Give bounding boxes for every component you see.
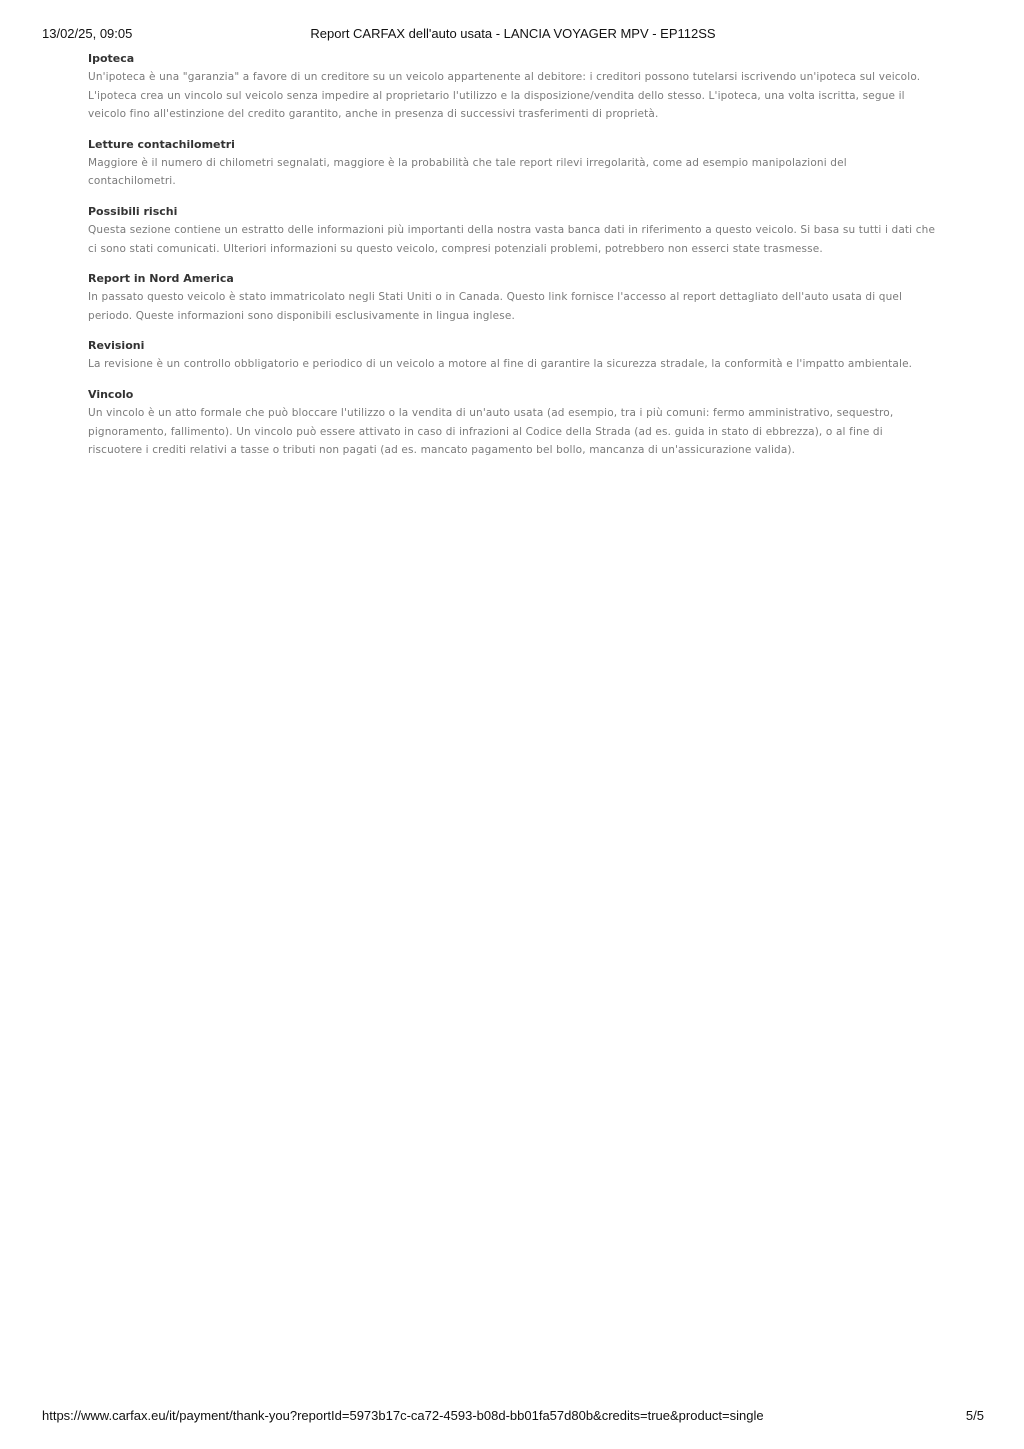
section-heading: Report in Nord America: [88, 272, 234, 286]
section-letture-contachilometri: [88, 136, 938, 191]
print-header: [42, 26, 984, 44]
section-heading: Possibili rischi: [88, 204, 178, 218]
section-heading: Revisioni: [88, 339, 145, 353]
print-footer: [42, 1408, 984, 1426]
section-ipoteca: [88, 50, 938, 124]
section-heading: Letture contachilometri: [88, 137, 235, 151]
section-text: In passato questo veicolo è stato immatricolato negli Stati Uniti o in Canada. Questo link fornisce l'accesso al report dettagliato dell'auto usata di quel periodo. Queste informazioni sono disponibili esclusivamente in lingua inglese.: [88, 291, 903, 322]
section-vincolo: [88, 386, 938, 460]
section-text: Un vincolo è un atto formale che può bloccare l'utilizzo o la vendita di un'auto usata (ad esempio, tra i più comuni: fermo amministrativo, sequestro, pignoramento, fallimento). Un vincolo può essere attivato in caso di infrazioni al Codice della Strada (ad es. guida in stato di ebbrezza), o al fine di riscuotere i crediti relativi a tasse o tributi non pagati (ad es. mancato pagamento bel bollo, mancanza di un'assicurazione valida).: [88, 406, 894, 457]
section-possibili-rischi: [88, 203, 938, 258]
section-text: Questa sezione contiene un estratto delle informazioni più importanti della nostra vasta banca dati in riferimento a questo veicolo. Si basa su tutti i dati che ci sono stati comunicati. Ulteriori informazioni su questo veicolo, compresi potenziali problemi, potrebbero non esserci state trasmesse.: [88, 223, 936, 255]
section-text: La revisione è un controllo obbligatorio e periodico di un veicolo a motore al fine di garantire la sicurezza stradale, la conformità e l'impatto ambientale.: [88, 358, 913, 371]
section-text: Maggiore è il numero di chilometri segnalati, maggiore è la probabilità che tale report rilevi irregolarità, come ad esempio manipolazioni del contachilometri.: [88, 156, 847, 188]
section-report-nord-america: [88, 270, 938, 325]
document-title: Report CARFAX dell'auto usata - LANCIA VOYAGER MPV - EP112SS: [310, 26, 716, 41]
page-number: 5/5: [965, 1408, 984, 1423]
section-revisioni: [88, 337, 938, 374]
print-date: 13/02/25, 09:05: [42, 26, 133, 41]
section-text: Un'ipoteca è una "garanzia" a favore di un creditore su un veicolo appartenente al debitore: i creditori possono tutelarsi iscrivendo un'ipoteca sul veicolo. L'ipoteca crea un vincolo sul veicolo senza impedire al proprietario l'utilizzo e la disposizione/vendita dello stesso. L'ipoteca, una volta iscritta, segue il veicolo fino all'estinzione del credito garantito, anche in presenza di successivi trasferimenti di proprietà.: [88, 71, 921, 121]
section-heading: Vincolo: [88, 387, 134, 401]
page-url: https://www.carfax.eu/it/payment/thank-you?reportId=5973b17c-ca72-4593-b08d-bb01fa57d80b&credits=true&product=single: [42, 1408, 764, 1423]
section-heading: Ipoteca: [88, 52, 135, 65]
glossary-content: [88, 50, 938, 472]
